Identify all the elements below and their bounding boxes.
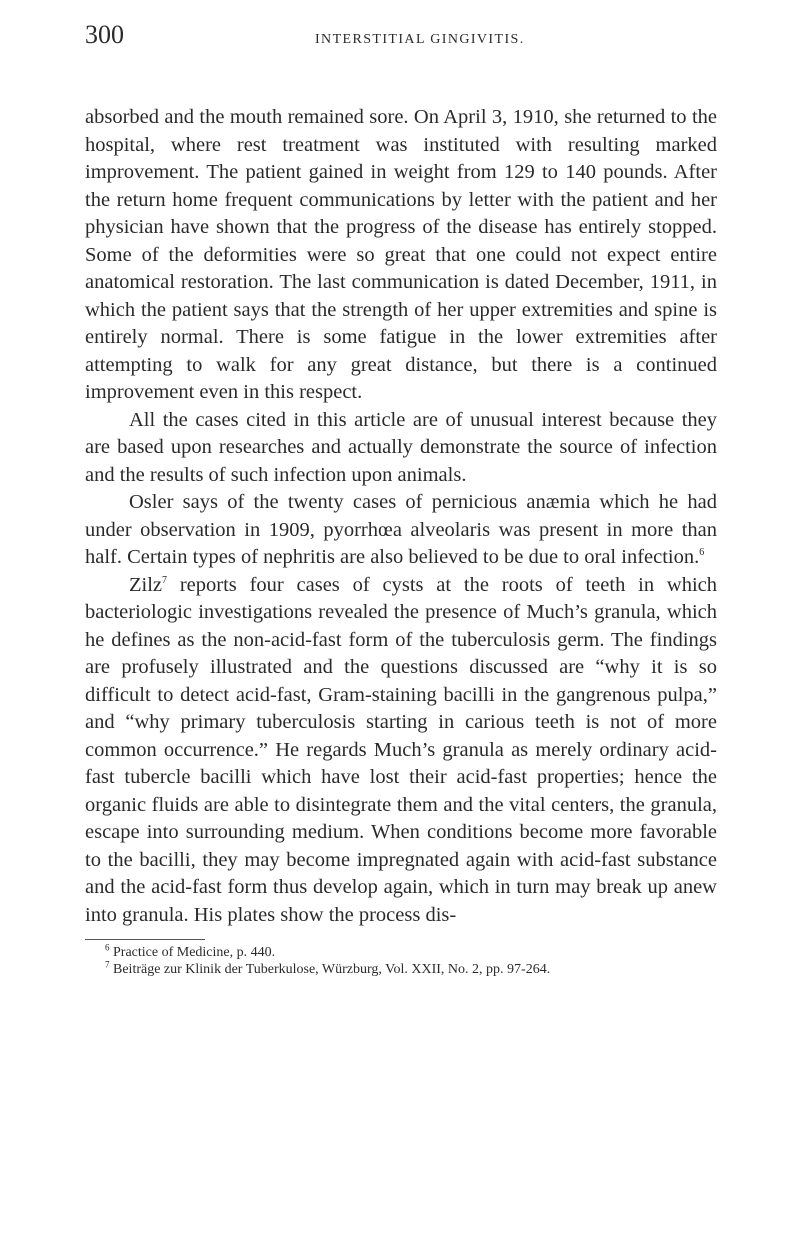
footnote-ref: 6: [699, 547, 705, 559]
footnote-6: [85, 944, 717, 961]
footnote-mark: 7: [105, 959, 110, 970]
paragraph-text: All the cases cited in this article are of unusual interest because they are based upon researches and actually demonstrate the source of infection and the results of such infection upon animals.: [85, 408, 717, 486]
page-number: 300: [85, 20, 124, 49]
paragraph-osler: [85, 489, 717, 572]
paragraph-cases-interest: [85, 407, 717, 490]
paragraph-text: Osler says of the twenty cases of pernicious anæmia which he had under observation in 1909, pyorrhœa alveolaris was present in more than half. Certain types of nephritis are also believed to be due to oral infection.: [85, 491, 717, 568]
footnote-text: Beiträge zur Klinik der Tuberkulose, Würzburg, Vol. XXII, No. 2, pp. 97-264.: [113, 962, 551, 977]
paragraph-zilz: [85, 572, 717, 930]
book-page: [85, 20, 717, 978]
author-name: Zilz: [129, 573, 163, 596]
running-title: INTERSTITIAL GINGIVITIS.: [315, 32, 525, 47]
paragraph-continuation: [85, 104, 717, 407]
footnote-text: Practice of Medicine, p. 440.: [113, 945, 276, 960]
footnote-7: [85, 961, 717, 978]
footnote-divider: [85, 939, 205, 940]
body-text: [85, 104, 717, 929]
paragraph-text: reports four cases of cysts at the roots of teeth in which bacteriologic investigations revealed the presence of Much’s granula, which he defines as the non-acid-fast form of the tuberculosis germ. The findings are profusely illustrated and the questions discussed are “why it is so difficult to detect acid-fast, Gram-staining bacilli in the gangrenous pulpa,” and “why primary tuberculosis starting in carious teeth is not of more common occurrence.” He regards Much’s granula as merely ordinary acid-fast tubercle bacilli which have lost their acid-fast properties; hence the organic fluids are able to disintegrate them and the vital centers, the granula, escape into surrounding medium. When conditions become more favorable to the bacilli, they may become impregnated again with acid-fast substance and the acid-fast form thus develop again, which in turn may break up anew into granula. His plates show the process dis-: [85, 573, 717, 926]
running-head: [85, 20, 717, 60]
footnote-mark: 6: [105, 942, 110, 953]
footnote-ref: 7: [162, 574, 168, 586]
paragraph-text: absorbed and the mouth remained sore. On April 3, 1910, she returned to the hospital, where rest treatment was instituted with resulting marked improvement. The patient gained in weight from 129 to 140 pounds. After the return home frequent communications by letter with the patient and her physician have shown that the progress of the disease has entirely stopped. Some of the deformities were so great that one could not expect entire anatomical restoration. The last communication is dated December, 1911, in which the patient says that the strength of her upper extremities and spine is entirely normal. There is some fatigue in the lower extremities after attempting to walk for any great distance, but there is a continued improvement even in this respect.: [85, 106, 717, 403]
